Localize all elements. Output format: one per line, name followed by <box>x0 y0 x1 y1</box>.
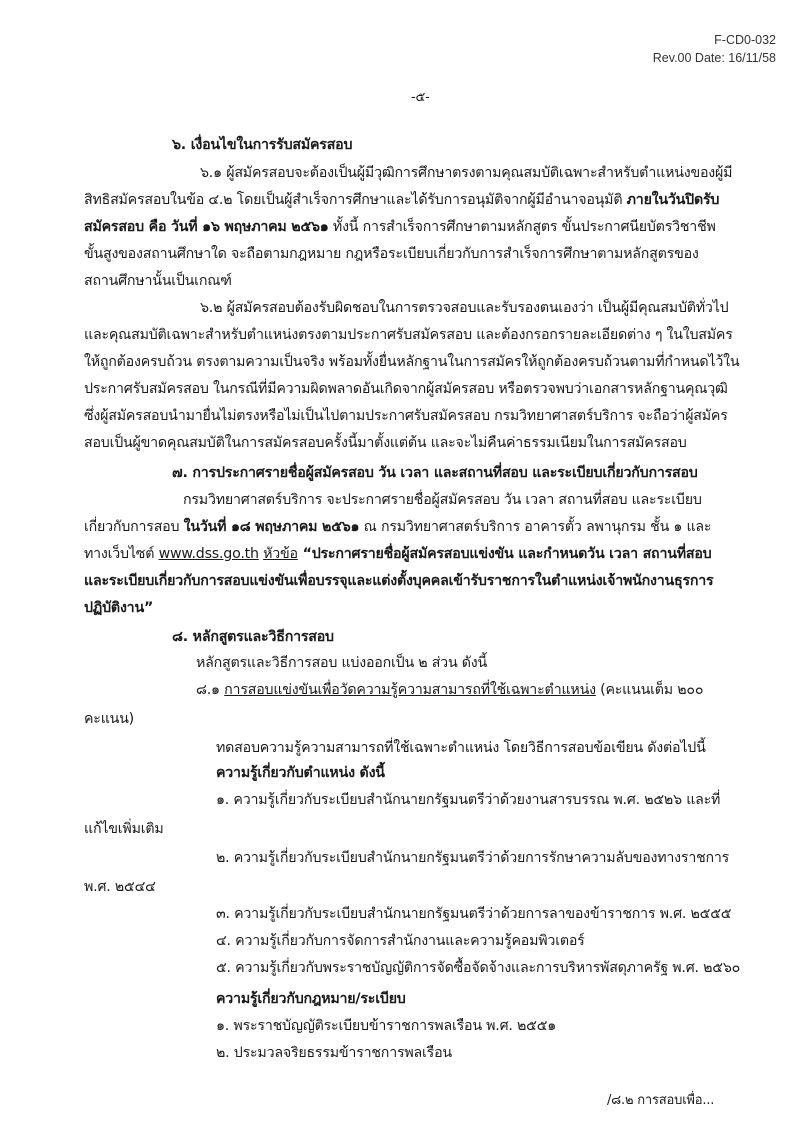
p62-line2: และคุณสมบัติเฉพาะสำหรับตำแหน่งตรงตามประกาศรับสมัครสอบ และต้องกรอกรายละเอียดต่าง ๆ ในใบสมัคร <box>84 327 733 343</box>
s7-line4: และระเบียบเกี่ยวกับการสอบแข่งขันเพื่อบรรจุและแต่งตั้งบุคคลเข้ารับราชการในตำแหน่งเจ้าพนักงานธุรการ <box>84 573 714 589</box>
s7-line3 <box>84 544 711 564</box>
s81-line <box>196 680 703 700</box>
p61-line2 <box>84 190 719 210</box>
position-item-1: ๑. ความรู้เกี่ยวกับระเบียบสำนักนายกรัฐมนตรีว่าด้วยงานสารบรรณ พ.ศ. ๒๕๒๖ และที่ <box>216 792 721 808</box>
position-item-5: ๕. ความรู้เกี่ยวกับพระราชบัญญัติการจัดซื้อจัดจ้างและการบริหารพัสดุภาครัฐ พ.ศ. ๒๕๖๐ <box>216 960 741 976</box>
s7-line2-text: เกี่ยวกับการสอบ <box>84 519 184 535</box>
section8-heading: ๘. หลักสูตรและวิธีการสอบ <box>172 629 334 645</box>
position-item-2-cont: พ.ศ. ๒๕๔๔ <box>84 879 156 895</box>
s81-title: การสอบแข่งขันเพื่อวัดความรู้ความสามารถที่ใช้เฉพาะตำแหน่ง <box>224 682 596 698</box>
s7-line1: กรมวิทยาศาสตร์บริการ จะประกาศรายชื่อผู้สมัครสอบ วัน เวลา สถานที่สอบ และระเบียบ <box>183 492 702 508</box>
s81-score-cont: คะแนน) <box>84 711 134 727</box>
p61-closing-date: สมัครสอบ คือ วันที่ ๑๖ พฤษภาคม ๒๕๖๑ <box>84 219 329 235</box>
announcement-title: “ประกาศรายชื่อผู้สมัครสอบแข่งขัน และกำหนดวัน เวลา สถานที่สอบ <box>297 546 712 562</box>
continuation-note: /๘.๒ การสอบเพื่อ... <box>607 1093 715 1108</box>
position-item-4: ๔. ความรู้เกี่ยวกับการจัดการสำนักงานและความรู้คอมพิวเตอร์ <box>216 933 585 949</box>
p61-closing-date-label: ภายในวันปิดรับ <box>626 192 720 208</box>
website-link[interactable]: www.dss.go.th <box>158 546 259 562</box>
section6-heading: ๖. เงื่อนไขในการรับสมัครสอบ <box>172 137 353 153</box>
section7-heading: ๗. การประกาศรายชื่อผู้สมัครสอบ วัน เวลา และสถานที่สอบ และระเบียบเกี่ยวกับการสอบ <box>172 465 698 481</box>
p62-line4: ประกาศรับสมัครสอบ ในกรณีที่มีความผิดพลาดอันเกิดจากผู้สมัครสอบ หรือตรวจพบว่าเอกสารหลักฐานคุณวุฒิ <box>84 381 728 397</box>
p62-line3: ให้ถูกต้องครบถ้วน ตรงตามความเป็นจริง พร้อมทั้งยื่นหลักฐานในการสมัครให้ถูกต้องครบถ้วนตามที่กำหนดไว้ใน <box>84 354 740 370</box>
p62-line6: สอบเป็นผู้ขาดคุณสมบัติในการสมัครสอบครั้งนี้มาตั้งแต่ต้น และจะไม่คืนค่าธรรมเนียมในการสมัครสอบ <box>84 435 687 451</box>
s7-line2 <box>84 517 711 537</box>
p62-line5: ซึ่งผู้สมัครสอบนำมายื่นไม่ตรงหรือไม่เป็นไปตามประกาศรับสมัครสอบ กรมวิทยาศาสตร์บริการ จะถือว่าผู้สมัคร <box>84 408 728 424</box>
position-item-3: ๓. ความรู้เกี่ยวกับระเบียบสำนักนายกรัฐมนตรีว่าด้วยการลาของข้าราชการ พ.ศ. ๒๕๕๕ <box>216 906 732 922</box>
s7-line2-location: ณ กรมวิทยาศาสตร์บริการ อาคารตั้ว ลพานุกรม ชั้น ๑ และ <box>359 519 712 535</box>
p61-line4: ขั้นสูงของสถานศึกษาใด จะถือตามกฎหมาย กฎหรือระเบียบเกี่ยวกับการสำเร็จการศึกษาตามหลักสูตรของ <box>84 246 699 262</box>
p61-line2-text: สิทธิสมัครสอบในข้อ ๔.๒ โดยเป็นผู้สำเร็จการศึกษาและได้รับการอนุมัติจากผู้มีอำนาจอนุมัติ <box>84 192 627 208</box>
position-knowledge-heading: ความรู้เกี่ยวกับตำแหน่ง ดังนี้ <box>216 765 385 781</box>
s81-number: ๘.๑ <box>196 682 225 698</box>
position-item-1-cont: แก้ไขเพิ่มเติม <box>84 821 164 837</box>
p61-line1: ๖.๑ ผู้สมัครสอบจะต้องเป็นผู้มีวุฒิการศึกษาตรงตามคุณสมบัติเฉพาะสำหรับตำแหน่งของผู้มี <box>200 165 733 181</box>
law-item-2: ๒. ประมวลจริยธรรมข้าราชการพลเรือน <box>216 1045 452 1061</box>
law-item-1: ๑. พระราชบัญญัติระเบียบข้าราชการพลเรือน พ.ศ. ๒๕๕๑ <box>216 1018 557 1034</box>
revision-date: Rev.00 Date: 16/11/58 <box>652 51 776 65</box>
p61-line3-text: ทั้งนี้ การสำเร็จการศึกษาตามหลักสูตร ขั้นประกาศนียบัตรวิชาชีพ <box>328 219 716 235</box>
s81-score: (คะแนนเต็ม ๒๐๐ <box>595 682 704 698</box>
p61-line3 <box>84 217 716 237</box>
p62-line1: ๖.๒ ผู้สมัครสอบต้องรับผิดชอบในการตรวจสอบและรับรองตนเองว่า เป็นผู้มีคุณสมบัติทั่วไป <box>200 300 729 316</box>
position-item-2: ๒. ความรู้เกี่ยวกับระเบียบสำนักนายกรัฐมนตรีว่าด้วยการรักษาความลับของทางราชการ <box>216 850 730 866</box>
s7-line5: ปฏิบัติงาน” <box>84 600 154 616</box>
law-knowledge-heading: ความรู้เกี่ยวกับกฎหมาย/ระเบียบ <box>216 991 406 1007</box>
page-number: -๕- <box>411 90 430 105</box>
topic-label: หัวข้อ <box>263 546 298 562</box>
form-code: F-CD0-032 <box>714 33 776 47</box>
test-description: ทดสอบความรู้ความสามารถที่ใช้เฉพาะตำแหน่ง โดยวิธีการสอบข้อเขียน ดังต่อไปนี้ <box>216 740 706 756</box>
s7-website-label: ทางเว็บไซต์ <box>84 546 159 562</box>
p61-line5: สถานศึกษานั้นเป็นเกณฑ์ <box>84 273 232 289</box>
s8-intro: หลักสูตรและวิธีการสอบ แบ่งออกเป็น ๒ ส่วน ดังนี้ <box>196 655 487 671</box>
announcement-date: ในวันที่ ๑๘ พฤษภาคม ๒๕๖๑ <box>183 519 360 535</box>
